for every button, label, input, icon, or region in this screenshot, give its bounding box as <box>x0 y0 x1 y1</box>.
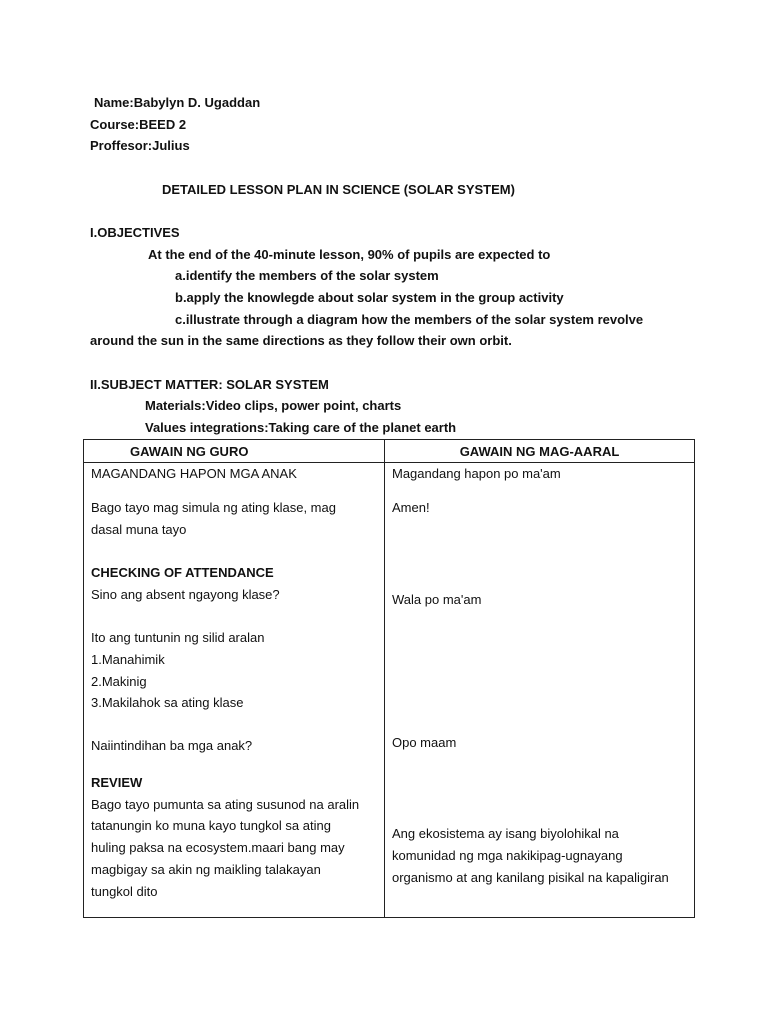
table-header-row <box>84 440 695 463</box>
rule-2: 2.Makinig <box>91 674 147 689</box>
materials: Materials:Video clips, power point, charts <box>145 398 402 413</box>
student-understand-response: Opo maam <box>392 735 457 750</box>
attendance-question: Sino ang absent ngayong klase? <box>91 587 280 602</box>
review-line-1: Bago tayo pumunta sa ating susunod na aralin <box>91 797 360 812</box>
header-name: Name:Babylyn D. Ugaddan <box>94 95 261 110</box>
student-review-line-1: Ang ekosistema ay isang biyolohikal na <box>392 826 619 841</box>
header-course: Course:BEED 2 <box>90 117 187 132</box>
lesson-activity-table <box>83 439 695 918</box>
teacher-greeting: MAGANDANG HAPON MGA ANAK <box>91 466 297 481</box>
review-heading: REVIEW <box>91 775 143 790</box>
review-line-3: huling paksa na ecosystem.maari bang may <box>91 840 345 855</box>
teacher-column-header: GAWAIN NG GURO <box>84 440 385 463</box>
table-row <box>84 463 695 918</box>
values-integration: Values integrations:Taking care of the planet earth <box>145 420 457 435</box>
subject-matter-heading: II.SUBJECT MATTER: SOLAR SYSTEM <box>90 377 329 392</box>
objective-a: a.identify the members of the solar system <box>175 268 439 283</box>
document-title: DETAILED LESSON PLAN IN SCIENCE (SOLAR SYSTEM) <box>162 182 515 197</box>
attendance-heading: CHECKING OF ATTENDANCE <box>91 565 274 580</box>
student-column-header: GAWAIN NG MAG-AARAL <box>385 440 695 463</box>
review-line-5: tungkol dito <box>91 884 158 899</box>
teacher-activity-cell <box>84 463 385 918</box>
rule-1: 1.Manahimik <box>91 652 165 667</box>
student-greeting: Magandang hapon po ma'am <box>392 466 561 481</box>
objective-b: b.apply the knowlegde about solar system in the group activity <box>175 290 564 305</box>
rules-intro: Ito ang tuntunin ng silid aralan <box>91 630 265 645</box>
understand-question: Naiintindihan ba mga anak? <box>91 738 253 753</box>
objectives-heading: I.OBJECTIVES <box>90 225 180 240</box>
student-review-line-2: komunidad ng mga nakikipag-ugnayang <box>392 848 623 863</box>
student-attendance-response: Wala po ma'am <box>392 592 482 607</box>
student-review-line-3: organismo at ang kanilang pisikal na kapaligiran <box>392 870 669 885</box>
rule-3: 3.Makilahok sa ating klase <box>91 695 244 710</box>
student-prayer-response: Amen! <box>392 500 430 515</box>
teacher-prayer-line-2: dasal muna tayo <box>91 522 187 537</box>
review-line-2: tatanungin ko muna kayo tungkol sa ating <box>91 818 331 833</box>
header-professor: Proffesor:Julius <box>90 138 190 153</box>
student-activity-cell <box>385 463 695 918</box>
objective-c-continued: around the sun in the same directions as they follow their own orbit. <box>90 333 512 348</box>
objectives-intro: At the end of the 40-minute lesson, 90% of pupils are expected to <box>148 247 551 262</box>
objective-c: c.illustrate through a diagram how the members of the solar system revolve <box>175 312 644 327</box>
teacher-prayer-line-1: Bago tayo mag simula ng ating klase, mag <box>91 500 336 515</box>
review-line-4: magbigay sa akin ng maikling talakayan <box>91 862 321 877</box>
